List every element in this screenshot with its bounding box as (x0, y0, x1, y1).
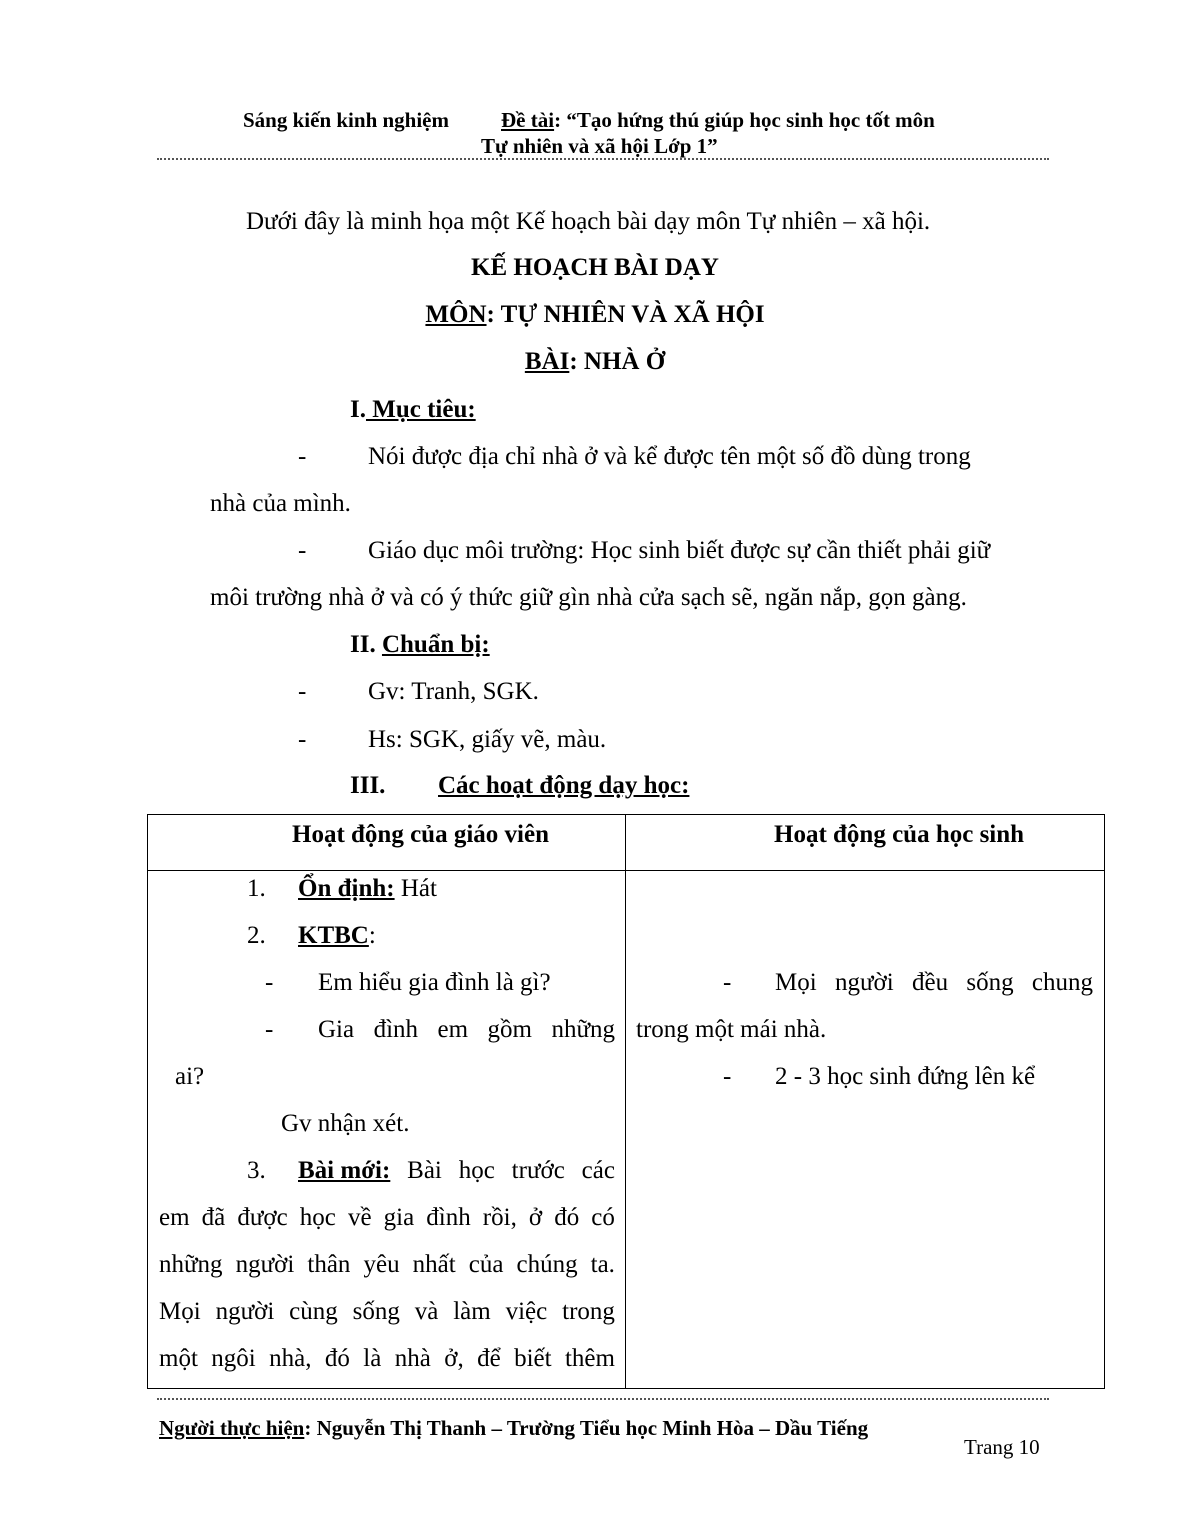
header-topic-label: Đề tài (501, 108, 555, 132)
teacher-comment: Gv nhận xét. (281, 1110, 410, 1137)
word: học (299, 1204, 336, 1231)
section2-item1-dash: - (298, 678, 307, 705)
word: Mọi (159, 1298, 201, 1325)
section2-item1-text: Gv: Tranh, SGK. (368, 678, 539, 705)
word: là (363, 1345, 382, 1372)
word: Gia (318, 1016, 355, 1043)
word: ta. (590, 1251, 615, 1278)
header-divider (157, 158, 1049, 160)
word: những (159, 1251, 223, 1278)
section1-item1-line2: nhà của mình. (210, 490, 351, 517)
word: cùng (289, 1298, 338, 1325)
word: các (581, 1157, 615, 1184)
word: em (437, 1016, 469, 1043)
answer1-line2: trong một mái nhà. (636, 1016, 827, 1043)
answer2-text: 2 - 3 học sinh đứng lên kể (775, 1063, 1036, 1090)
subject-label: MÔN (425, 301, 487, 328)
question2-text (318, 1016, 615, 1044)
plan-title: KẾ HOẠCH BÀI DẠY (471, 254, 719, 281)
header-teacher-label: Hoạt động của giáo viên (292, 821, 549, 848)
step3-label: Bài mới: (298, 1157, 391, 1184)
subject-title (0, 301, 1190, 329)
lesson-title (0, 348, 1190, 376)
answer1-dash: - (723, 969, 732, 996)
word: đó (324, 1345, 350, 1372)
word: người (215, 1298, 275, 1325)
section2-item2-dash: - (298, 726, 307, 753)
section3-number: III. (350, 772, 386, 799)
word: về (347, 1204, 372, 1231)
question1-text: Em hiểu gia đình là gì? (318, 969, 551, 996)
section1-item2-dash: - (298, 537, 307, 564)
word: đình (373, 1016, 419, 1043)
word: của (468, 1251, 504, 1278)
header-topic-line2: Tự nhiên và xã hội Lớp 1” (481, 134, 718, 158)
section2-title: Chuẩn bị: (381, 631, 490, 658)
page-number: Trang 10 (964, 1435, 1040, 1459)
word: ở (528, 1204, 543, 1231)
header-left: Sáng kiến kinh nghiệm (243, 108, 450, 132)
step2-label: KTBC (298, 922, 369, 949)
word: được (237, 1204, 288, 1231)
word: thân (307, 1251, 351, 1278)
step3-line2 (159, 1204, 615, 1232)
step3-line5 (159, 1345, 615, 1373)
header-cell-teacher (148, 815, 626, 871)
section1-heading (350, 396, 476, 424)
section2-number: II. (350, 631, 376, 658)
step3-number: 3. (247, 1157, 266, 1184)
word: gồm (487, 1016, 532, 1043)
question2-dash: - (265, 1016, 274, 1043)
step3-line1 (298, 1157, 615, 1185)
teacher-cell (148, 871, 626, 1389)
step3-line3 (159, 1251, 615, 1279)
word: Mọi (775, 969, 817, 996)
answer1-line1 (775, 969, 1093, 997)
word: trong (562, 1298, 615, 1325)
header-topic (501, 108, 935, 133)
word: nhà (394, 1345, 431, 1372)
word: chúng (516, 1251, 578, 1278)
section1-item1-line1: Nói được địa chỉ nhà ở và kể được tên một số đồ dùng trong (368, 443, 971, 470)
footer-author-text: : Nguyễn Thị Thanh – Trường Tiểu học Minh Hòa – Dầu Tiếng (304, 1416, 869, 1440)
activities-table (147, 814, 1105, 1389)
step3-line4 (159, 1298, 615, 1326)
table-header-row (148, 815, 1105, 871)
word: chung (1031, 969, 1093, 996)
answer2-dash: - (723, 1063, 732, 1090)
header-student-label: Hoạt động của học sinh (774, 821, 1025, 848)
subject-value: : TỰ NHIÊN VÀ XÃ HỘI (486, 301, 765, 328)
footer-divider (157, 1398, 1049, 1400)
word: thêm (564, 1345, 615, 1372)
word: đó (554, 1204, 580, 1231)
header-cell-student (626, 815, 1105, 871)
section2-heading (350, 631, 490, 659)
intro-text: Dưới đây là minh họa một Kế hoạch bài dạy môn Tự nhiên – xã hội. (246, 208, 931, 235)
student-cell (626, 871, 1105, 1389)
word: em (159, 1204, 190, 1231)
word: đều (911, 969, 949, 996)
table-body-row (148, 871, 1105, 1389)
word: người (235, 1251, 295, 1278)
header-topic-text: : “Tạo hứng thú giúp học sinh học tốt môn (554, 108, 935, 132)
word: Bài (407, 1157, 442, 1184)
question2-continued: ai? (175, 1063, 205, 1090)
word: học (458, 1157, 495, 1184)
word: một (159, 1345, 198, 1372)
word: rồi, (482, 1204, 517, 1231)
word: làm (453, 1298, 491, 1325)
word: đình (426, 1204, 471, 1231)
word: trước (511, 1157, 565, 1184)
word: để (477, 1345, 501, 1372)
word: nhà, (269, 1345, 312, 1372)
section1-item2-line2: môi trường nhà ở và có ý thức giữ gìn nhà cửa sạch sẽ, ngăn nắp, gọn gàng. (210, 584, 967, 611)
word: ở, (444, 1345, 464, 1372)
section1-title: Mục tiêu: (365, 396, 476, 423)
footer-author-label: Người thực hiện (159, 1416, 305, 1440)
word: việc (505, 1298, 548, 1325)
section1-number: I. (350, 396, 366, 423)
step1-text: Hát (394, 875, 437, 902)
word: yêu (363, 1251, 400, 1278)
word: sống (352, 1298, 400, 1325)
step1-number: 1. (247, 875, 266, 902)
section1-item1-dash: - (298, 443, 307, 470)
word: sống (966, 969, 1014, 996)
section2-item2-text: Hs: SGK, giấy vẽ, màu. (368, 726, 607, 753)
step1-label: Ổn định: (298, 875, 395, 902)
lesson-label: BÀI (524, 348, 570, 375)
word: đã (201, 1204, 226, 1231)
word: người (834, 969, 894, 996)
word: biết (514, 1345, 552, 1372)
word: có (591, 1204, 615, 1231)
word: những (551, 1016, 615, 1043)
section1-item2-line1: Giáo dục môi trường: Học sinh biết được sự cần thiết phải giữ (368, 537, 991, 564)
word: nhất (412, 1251, 456, 1278)
word: và (414, 1298, 439, 1325)
word: ngôi (211, 1345, 256, 1372)
step2-line (298, 922, 376, 950)
section3-title: Các hoạt động dạy học: (438, 772, 690, 799)
step2-text: : (368, 922, 376, 949)
step2-number: 2. (247, 922, 266, 949)
lesson-value: : NHÀ Ở (569, 348, 666, 375)
question1-dash: - (265, 969, 274, 996)
footer-author (159, 1416, 868, 1441)
word: gia (383, 1204, 415, 1231)
step1-line (298, 875, 437, 903)
